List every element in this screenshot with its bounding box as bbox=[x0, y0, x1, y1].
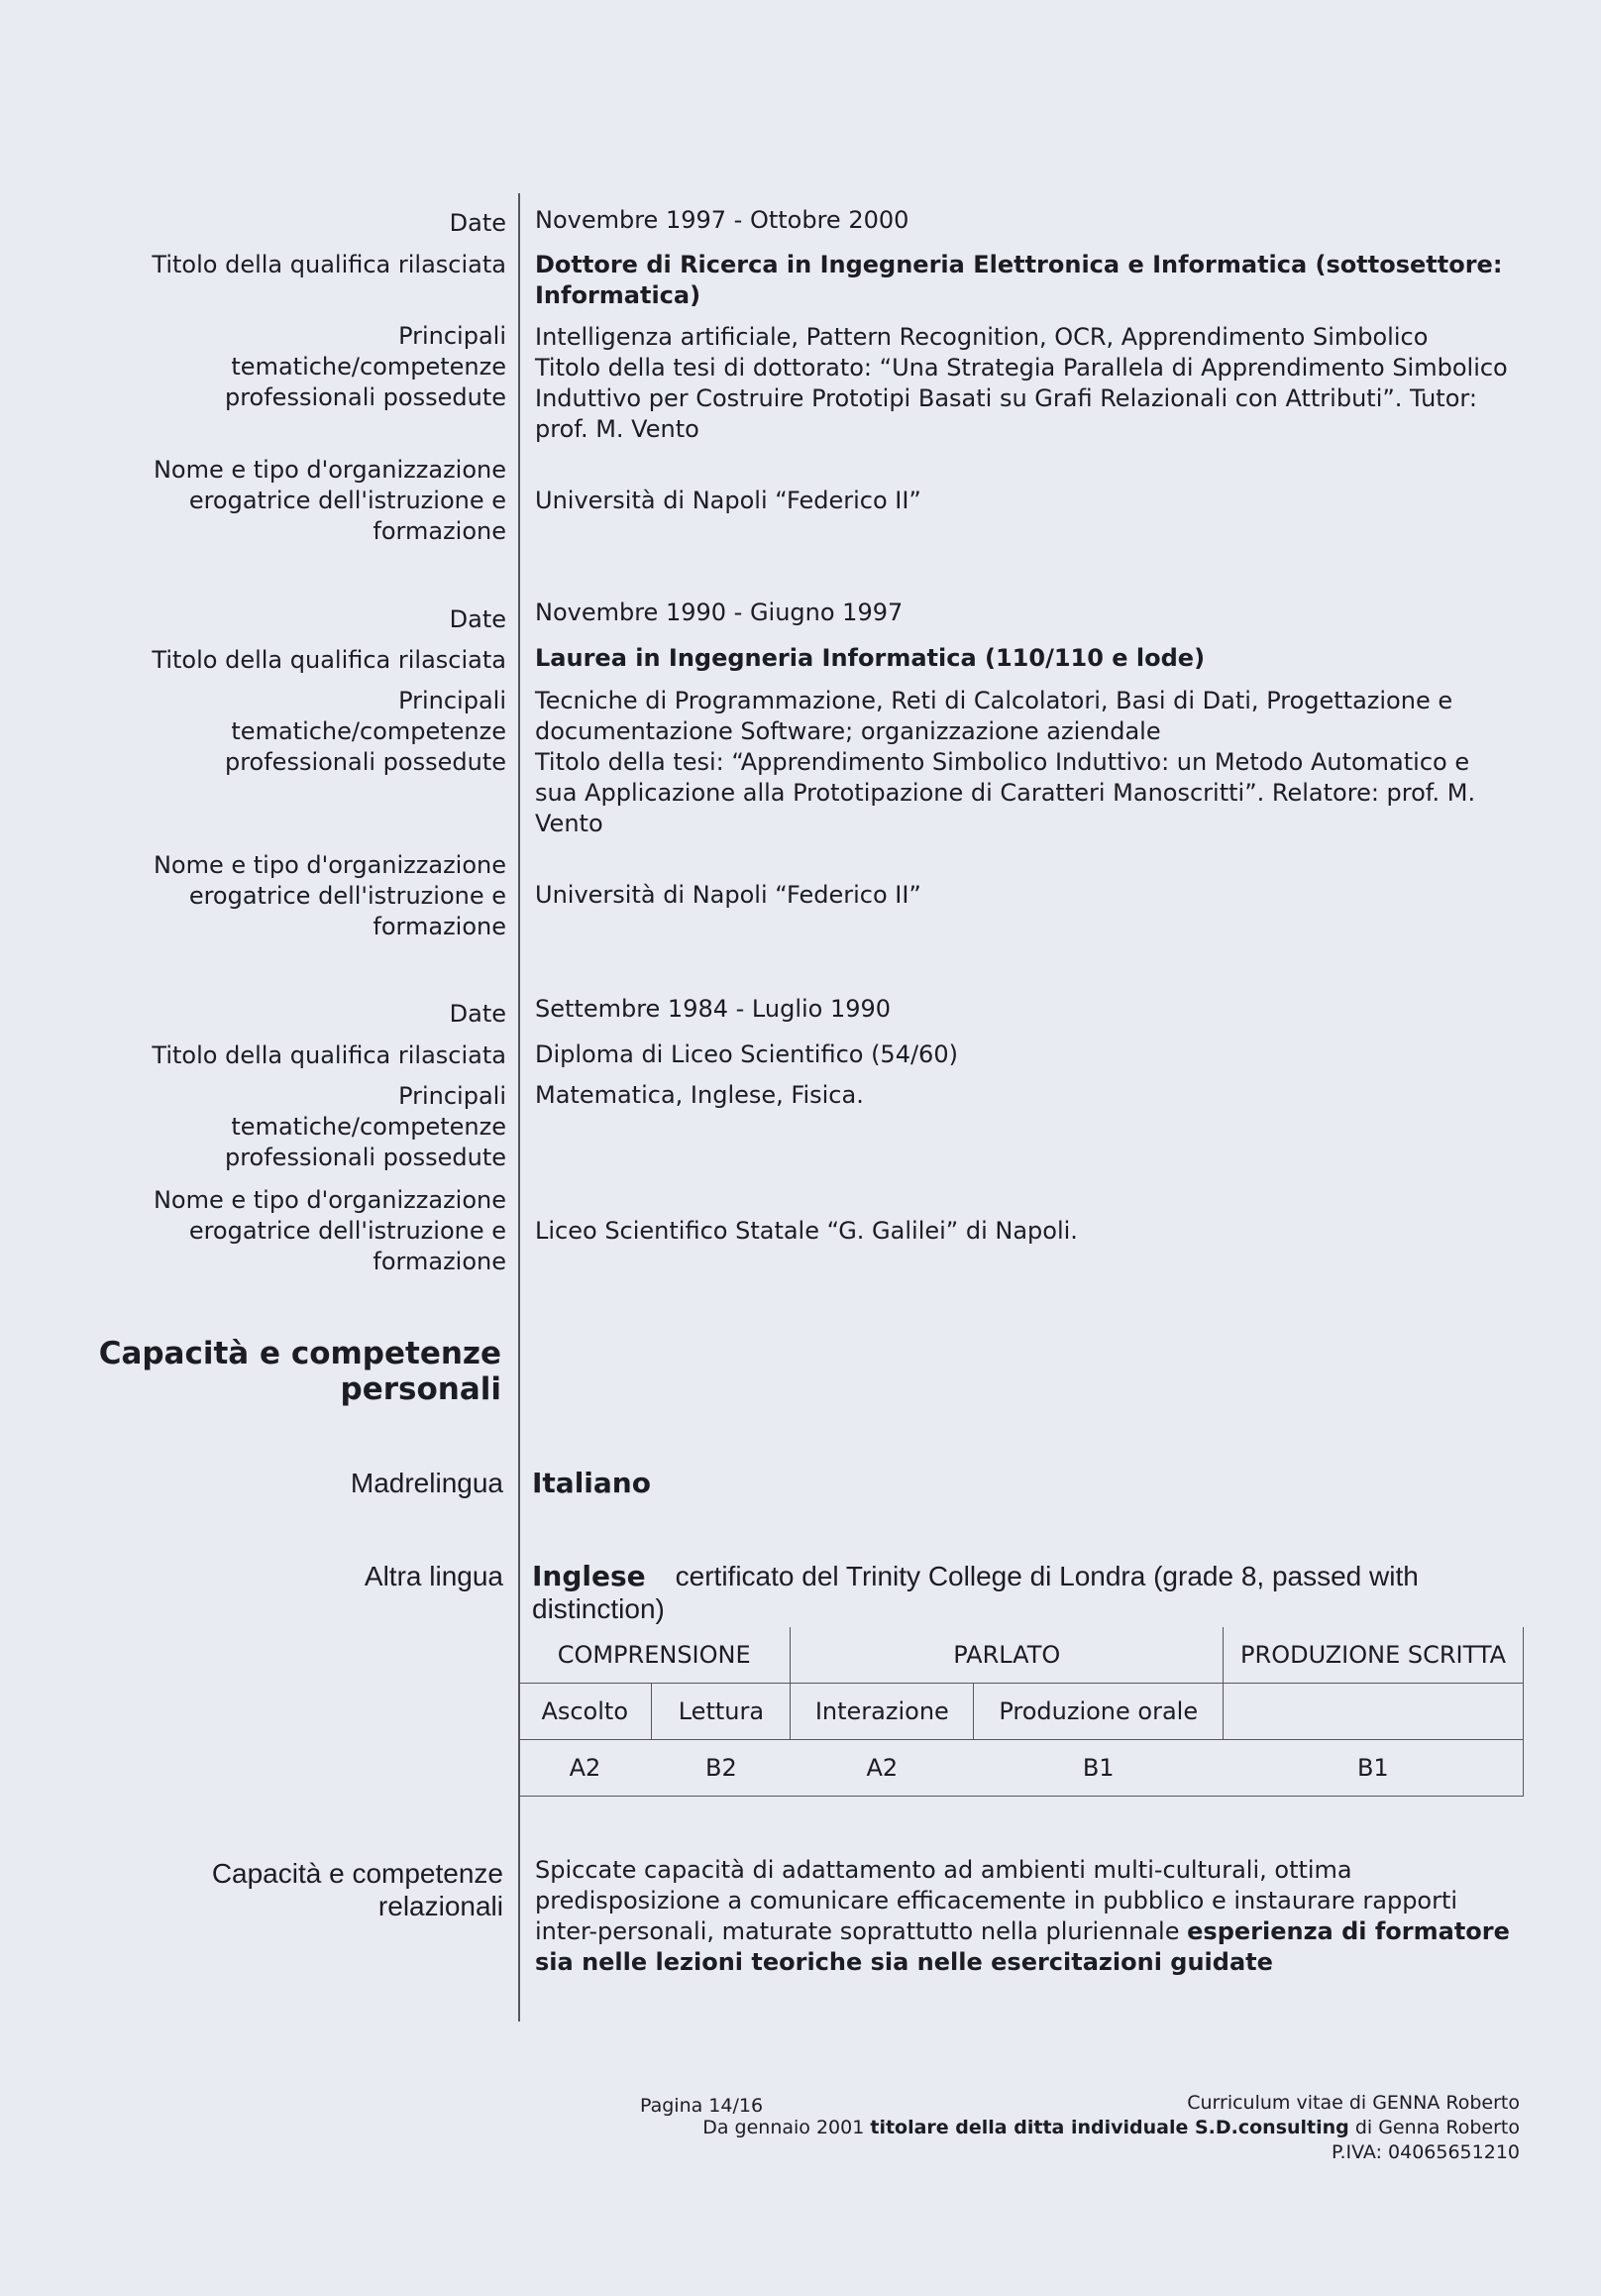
relational-skills-emphasis: sia nelle lezioni teoriche sia nelle esercitazioni guidate bbox=[535, 1948, 1273, 1976]
organization-label: erogatrice dell'istruzione e bbox=[188, 487, 506, 514]
company-prefix: Da gennaio 2001 bbox=[702, 2117, 865, 2138]
qualification-title: Laurea in Ingegneria Informatica (110/110 e lode) bbox=[535, 644, 1206, 672]
relational-skills-emphasis: esperienza di formatore bbox=[1187, 1917, 1510, 1945]
subjects-label: Principali bbox=[398, 322, 506, 350]
qualification-label: Titolo della qualifica rilasciata bbox=[152, 646, 506, 674]
subjects-label: professionali possedute bbox=[224, 748, 506, 776]
relational-skills-text bbox=[535, 1916, 1510, 1947]
organization-label: erogatrice dell'istruzione e bbox=[188, 882, 506, 910]
other-language-certificate: distinction) bbox=[532, 1593, 665, 1624]
level-writing: B1 bbox=[1224, 1740, 1524, 1797]
relational-skills-label: relazionali bbox=[377, 1891, 503, 1921]
level-reading: B2 bbox=[652, 1740, 791, 1797]
relational-skills-text: Spiccate capacità di adattamento ad ambienti multi-culturali, ottima bbox=[535, 1856, 1352, 1884]
subheader-interaction: Interazione bbox=[791, 1684, 974, 1740]
subheader-listening: Ascolto bbox=[518, 1684, 652, 1740]
subjects-text: Vento bbox=[535, 810, 603, 837]
section-heading: personali bbox=[340, 1371, 501, 1407]
organization-label: erogatrice dell'istruzione e bbox=[188, 1217, 506, 1245]
subjects-text: sua Applicazione alla Prototipazione di Caratteri Manoscritti”. Relatore: prof. M. bbox=[535, 779, 1476, 807]
subjects-label: tematiche/competenze bbox=[231, 353, 506, 381]
subjects-text: Titolo della tesi di dottorato: “Una Strategia Parallela di Apprendimento Simbolico bbox=[535, 354, 1508, 382]
mother-tongue-value: Italiano bbox=[532, 1467, 651, 1499]
other-language-label: Altra lingua bbox=[364, 1561, 503, 1591]
section-heading: Capacità e competenze bbox=[98, 1336, 501, 1371]
header-writing: PRODUZIONE SCRITTA bbox=[1224, 1627, 1524, 1684]
organization-name: Università di Napoli “Federico II” bbox=[535, 881, 921, 909]
date-value: Novembre 1990 - Giugno 1997 bbox=[535, 599, 904, 626]
other-language-name: Inglese bbox=[532, 1560, 646, 1592]
subjects-text: documentazione Software; organizzazione aziendale bbox=[535, 717, 1161, 745]
subjects-label: professionali possedute bbox=[224, 383, 506, 411]
company-line bbox=[702, 2117, 1520, 2139]
header-speaking: PARLATO bbox=[791, 1627, 1224, 1684]
subjects-text: Intelligenza artificiale, Pattern Recognition, OCR, Apprendimento Simbolico bbox=[535, 323, 1429, 351]
qualification-label: Titolo della qualifica rilasciata bbox=[152, 1041, 506, 1069]
mother-tongue-label: Madrelingua bbox=[350, 1468, 503, 1498]
subjects-label: Principali bbox=[398, 687, 506, 714]
date-label: Date bbox=[449, 209, 506, 237]
level-oral-production: B1 bbox=[974, 1740, 1224, 1797]
level-interaction: A2 bbox=[791, 1740, 974, 1797]
qualification-label: Titolo della qualifica rilasciata bbox=[152, 251, 506, 278]
level-listening: A2 bbox=[518, 1740, 652, 1797]
qualification-title: Dottore di Ricerca in Ingegneria Elettronica e Informatica (sottosettore: bbox=[535, 251, 1503, 278]
other-language-line bbox=[532, 1560, 1419, 1592]
subheader-oral-production: Produzione orale bbox=[974, 1684, 1224, 1740]
organization-name: Università di Napoli “Federico II” bbox=[535, 487, 921, 514]
header-comprehension: COMPRENSIONE bbox=[518, 1627, 791, 1684]
language-level-table bbox=[518, 1627, 1524, 1797]
company-suffix: di Genna Roberto bbox=[1354, 2117, 1520, 2138]
organization-label: formazione bbox=[373, 1248, 506, 1275]
subjects-label: professionali possedute bbox=[224, 1144, 506, 1171]
subjects-text: prof. M. Vento bbox=[535, 415, 699, 443]
table-row bbox=[518, 1740, 1524, 1797]
organization-label: Nome e tipo d'organizzazione bbox=[153, 851, 506, 879]
organization-label: Nome e tipo d'organizzazione bbox=[153, 456, 506, 484]
subjects-label: Principali bbox=[398, 1082, 506, 1110]
subjects-text: Tecniche di Programmazione, Reti di Calcolatori, Basi di Dati, Progettazione e bbox=[535, 687, 1453, 714]
organization-label: Nome e tipo d'organizzazione bbox=[153, 1186, 506, 1214]
page-number: Pagina 14/16 bbox=[640, 2095, 764, 2117]
organization-label: formazione bbox=[373, 913, 506, 940]
subheader-empty bbox=[1224, 1684, 1524, 1740]
vat-number: P.IVA: 04065651210 bbox=[1332, 2141, 1520, 2163]
subjects-label: tematiche/competenze bbox=[231, 1113, 506, 1141]
organization-label: formazione bbox=[373, 517, 506, 545]
date-value: Novembre 1997 - Ottobre 2000 bbox=[535, 206, 909, 234]
table-row bbox=[518, 1627, 1524, 1684]
qualification-title: Informatica) bbox=[535, 281, 701, 309]
relational-skills-label: Capacità e competenze bbox=[211, 1858, 503, 1889]
date-value: Settembre 1984 - Luglio 1990 bbox=[535, 995, 892, 1023]
subjects-label: tematiche/competenze bbox=[231, 717, 506, 745]
date-label: Date bbox=[449, 605, 506, 633]
organization-name: Liceo Scientifico Statale “G. Galilei” di Napoli. bbox=[535, 1217, 1078, 1245]
relational-skills-text: predisposizione a comunicare efficacemente in pubblico e instaurare rapporti bbox=[535, 1887, 1458, 1914]
subjects-text: Titolo della tesi: “Apprendimento Simbolico Induttivo: un Metodo Automatico e bbox=[535, 748, 1470, 776]
table-row bbox=[518, 1684, 1524, 1740]
subjects-text: Induttivo per Costruire Prototipi Basati su Grafi Relazionali con Attributi”. Tutor: bbox=[535, 384, 1477, 412]
relational-skills-plain: inter-personali, maturate soprattutto nella pluriennale bbox=[535, 1917, 1180, 1945]
qualification-title: Diploma di Liceo Scientifico (54/60) bbox=[535, 1040, 958, 1068]
other-language-certificate: certificato del Trinity College di Londra (grade 8, passed with bbox=[675, 1561, 1419, 1591]
subheader-reading: Lettura bbox=[652, 1684, 791, 1740]
date-label: Date bbox=[449, 1000, 506, 1028]
subjects-text: Matematica, Inglese, Fisica. bbox=[535, 1081, 864, 1109]
cv-owner: Curriculum vitae di GENNA Roberto bbox=[1187, 2092, 1520, 2114]
company-name: titolare della ditta individuale S.D.consulting bbox=[870, 2117, 1349, 2138]
